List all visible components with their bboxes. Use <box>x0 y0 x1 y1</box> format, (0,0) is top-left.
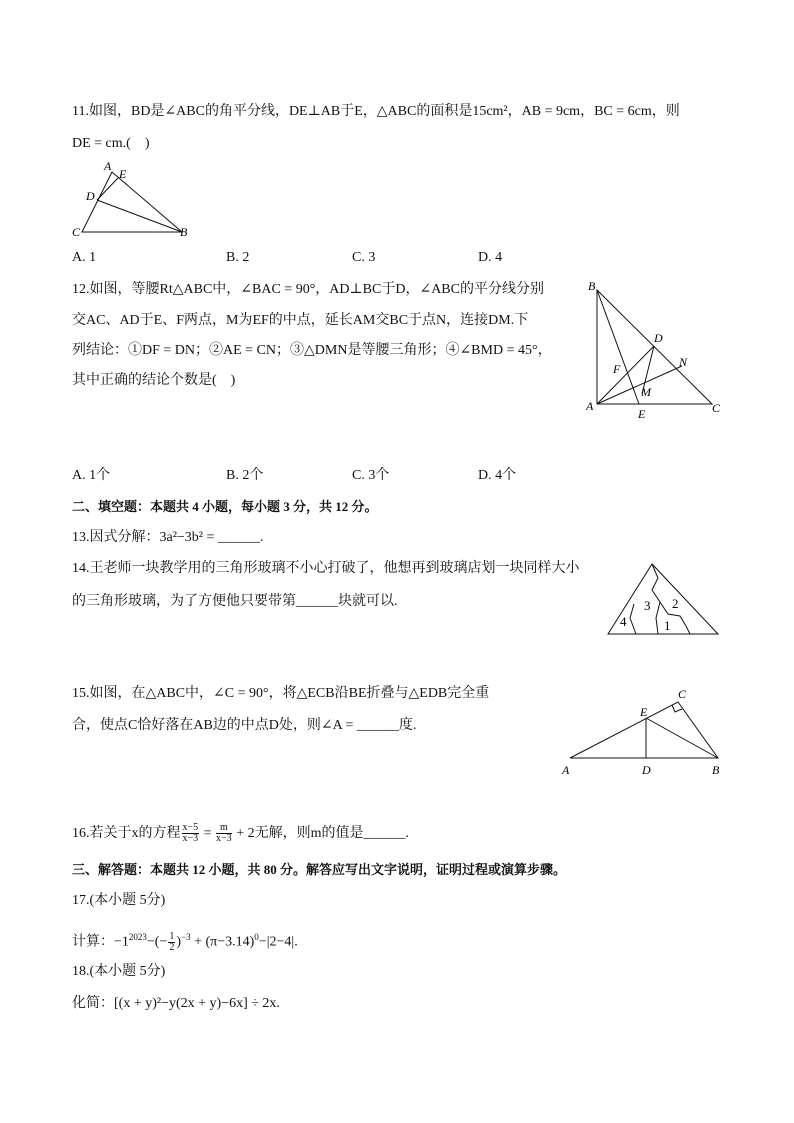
q12-line1: 12.如图，等腰Rt△ABC中，∠BAC = 90°，AD⊥BC于D，∠ABC的平分线分别 <box>72 282 544 297</box>
q11-label-c: C <box>72 225 81 239</box>
q16-equals: = <box>200 826 216 841</box>
section2-title: 二、填空题：本题共 4 小题，每小题 3 分，共 12 分。 <box>72 499 378 514</box>
q17-half-fraction <box>168 932 175 953</box>
q17-mid: −(− <box>146 934 168 950</box>
q17-half-numerator: 1 <box>169 930 175 942</box>
q14-piece-1: 1 <box>664 618 671 633</box>
q11-label-d: D <box>86 189 95 203</box>
section3-title: 三、解答题：本题共 12 小题，共 80 分。解答应写出文字说明，证明过程或演算步骤。 <box>72 862 567 877</box>
q12-figure <box>582 278 732 423</box>
q15-label-d: D <box>642 763 651 777</box>
q12-label-b: B <box>588 279 596 293</box>
q14-piece-4: 4 <box>620 614 627 629</box>
q16-fraction-2-numerator: m <box>216 823 232 834</box>
q14-figure <box>606 560 724 636</box>
q16-prefix: 16.若关于x的方程 <box>72 826 181 841</box>
q11-figure <box>68 159 198 242</box>
q11-option-c: C. 3 <box>352 250 376 265</box>
q15-label-a: A <box>562 763 570 777</box>
q13-text: 13.因式分解：3a²−3b² = ______. <box>72 530 264 545</box>
q12-option-a: A. 1个 <box>72 468 111 483</box>
q12-label-a: A <box>586 399 594 413</box>
q12-option-b: B. 2个 <box>226 468 264 483</box>
q12-line4: 其中正确的结论个数是( ) <box>72 373 236 388</box>
q16-fraction-2 <box>216 823 232 844</box>
q16-fraction-1-denominator: x−3 <box>182 833 199 845</box>
q11-label-b: B <box>180 225 188 239</box>
q11-line1: 11.如图，BD是∠ABC的角平分线，DE⊥AB于E，△ABC的面积是15cm²，AB = 9cm，BC = 6cm，则 <box>72 104 680 119</box>
q16-fraction-1 <box>182 823 200 844</box>
q16-fraction-1-numerator: x−5 <box>182 822 199 834</box>
q14-piece-2: 2 <box>672 596 679 611</box>
q12-line2: 交AC、AD于E、F两点，M为EF的中点，延长AM交BC于点N，连接DM.下 <box>72 313 529 328</box>
q16-suffix: + 2无解，则m的值是______. <box>232 826 409 841</box>
q17-mid2: + (π−3.14) <box>190 934 255 950</box>
q17-half-denominator: 2 <box>169 941 175 953</box>
q16-equation <box>72 822 409 846</box>
q17-exponent-3: 0 <box>254 932 259 942</box>
q16-fraction-2-denominator: x−3 <box>216 833 232 845</box>
q14-line1: 14.王老师一块教学用的三角形玻璃不小心打破了，他想再到玻璃店划一块同样大小 <box>72 561 580 576</box>
q12-label-d: D <box>654 331 663 345</box>
q12-label-f: F <box>613 362 621 376</box>
q17-exponent-2: −3 <box>181 932 191 942</box>
q11-label-a: A <box>104 159 112 173</box>
q11-option-b: B. 2 <box>226 250 250 265</box>
q14-line2: 的三角形玻璃，为了方便他只要带第______块就可以. <box>72 594 398 609</box>
q15-line1: 15.如图，在△ABC中，∠C = 90°，将△ECB沿BE折叠与△EDB完全重 <box>72 686 490 701</box>
q15-line2: 合，使点C恰好落在AB边的中点D处，则∠A = ______度. <box>72 718 417 733</box>
q12-option-c: C. 3个 <box>352 468 390 483</box>
q11-option-a: A. 1 <box>72 250 97 265</box>
q15-label-b: B <box>712 763 720 777</box>
q12-label-m: M <box>641 385 651 399</box>
q18-text: 化简：[(x + y)²−y(2x + y)−6x] ÷ 2x. <box>72 996 280 1011</box>
q17-expression: 计算：$-1^{2023}-(-$ $\frac{1}{2}$ )$^{-3} + (\pi-3.14)^0-|2-4|$. <box>72 930 298 953</box>
q11-option-d: D. 4 <box>478 250 503 265</box>
q15-label-e: E <box>640 705 648 719</box>
q11-label-e: E <box>119 167 127 181</box>
q12-option-d: D. 4个 <box>478 468 517 483</box>
q17-tail: −|2−4|. <box>258 934 298 950</box>
q14-piece-3: 3 <box>644 598 651 613</box>
q15-label-c: C <box>678 687 687 701</box>
q17-exponent-1: 2023 <box>128 932 147 942</box>
q12-label-n: N <box>679 355 688 369</box>
q15-figure <box>562 688 732 778</box>
q12-line3: 列结论：①DF = DN；②AE = CN；③△DMN是等腰三角形；④∠BMD = 45°， <box>72 343 552 358</box>
q17-head: 17.(本小题 5分) <box>72 893 166 908</box>
q11-line2: DE = cm.( ) <box>72 136 150 151</box>
q12-label-e: E <box>638 407 646 421</box>
q17-calc-prefix: 计算：−1 <box>72 934 129 950</box>
q12-label-c: C <box>712 401 721 415</box>
q18-head: 18.(本小题 5分) <box>72 964 166 979</box>
